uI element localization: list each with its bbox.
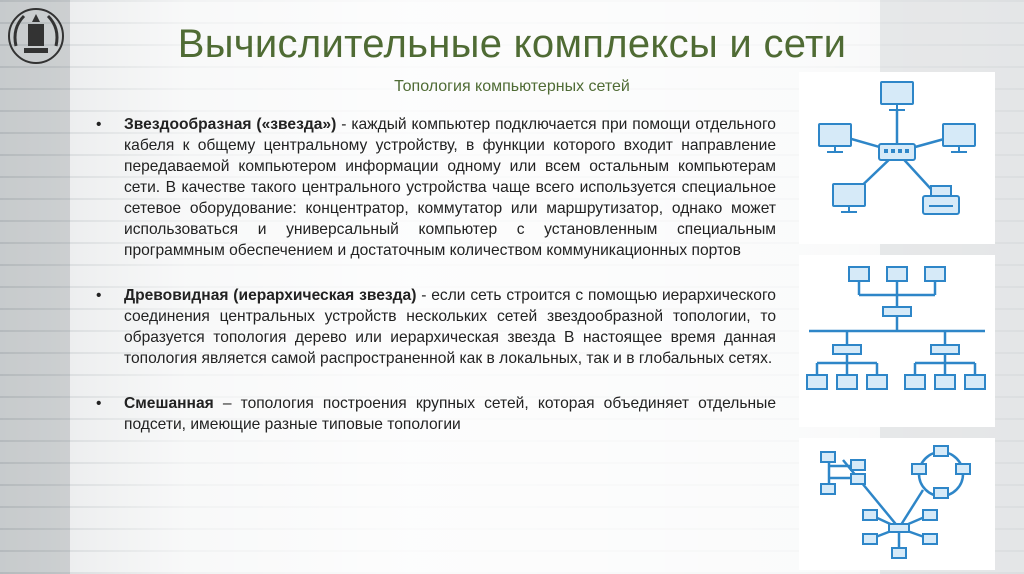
computer-icon (887, 267, 907, 281)
computer-icon (851, 474, 865, 484)
tree-topology-diagram (799, 255, 995, 427)
computer-icon (956, 464, 970, 474)
switch-icon (879, 144, 915, 160)
page-subtitle: Топология компьютерных сетей (394, 78, 630, 95)
computer-icon (935, 375, 955, 389)
computer-icon (923, 534, 937, 544)
computer-icon (934, 488, 948, 498)
computer-icon (807, 375, 827, 389)
mixed-topology-diagram (799, 438, 995, 570)
computer-icon (849, 267, 869, 281)
bullet: • (96, 116, 102, 133)
description-mixed: – топология построения крупных сетей, которая объединяет отдельные подсети, имеющие разные типовые топологии (124, 395, 776, 433)
list-item-tree (96, 285, 776, 369)
term-mixed: Смешанная (124, 395, 214, 412)
computer-icon (965, 375, 985, 389)
description-star: - каждый компьютер подключается при помощи отдельного кабеля к общему центральному устройству, в функции которого входит направление передаваемой компьютером информации одному или всем остальным компьютерам сети. В качестве такого центрального устройства чаще всего используется специальное сетевое оборудование: концентратор, коммутатор или маршрутизатор, однако может использоваться и универсальный компьютер с установленным специальным программным обеспечением и достаточным количеством коммуникационных портов (124, 116, 776, 259)
computer-icon (881, 82, 913, 110)
switch-icon (833, 345, 861, 354)
term-tree: Древовидная (иерархическая звезда) (124, 287, 417, 304)
printer-icon (923, 186, 959, 214)
computer-icon (867, 375, 887, 389)
computer-icon (912, 464, 926, 474)
computer-icon (833, 184, 865, 212)
computer-icon (821, 452, 835, 462)
term-star: Звездообразная («звезда») (124, 116, 337, 133)
computer-icon (892, 548, 906, 558)
computer-icon (934, 446, 948, 456)
computer-icon (923, 510, 937, 520)
switch-icon (931, 345, 959, 354)
page-title: Вычислительные комплексы и сети (177, 22, 847, 66)
computer-icon (837, 375, 857, 389)
computer-icon (863, 510, 877, 520)
computer-icon (821, 484, 835, 494)
bullet: • (96, 287, 102, 304)
computer-icon (819, 124, 851, 152)
star-topology-diagram (799, 72, 995, 244)
description-tree: - если сеть строится с помощью иерархического соединения центральных устройств нескольких сетей звездообразной топологии, то образуется топология дерево или иерархическая звезда В настоящее время данная топология является самой распространенной как в локальных, так и в глобальных сетях. (124, 287, 776, 367)
list-item-mixed (96, 393, 776, 435)
computer-icon (863, 534, 877, 544)
computer-icon (943, 124, 975, 152)
switch-icon (889, 524, 909, 532)
computer-icon (925, 267, 945, 281)
computer-icon (905, 375, 925, 389)
bullet: • (96, 395, 102, 412)
switch-icon (883, 307, 911, 316)
list-item-star (96, 114, 776, 261)
topology-list (96, 114, 776, 456)
computer-icon (851, 460, 865, 470)
